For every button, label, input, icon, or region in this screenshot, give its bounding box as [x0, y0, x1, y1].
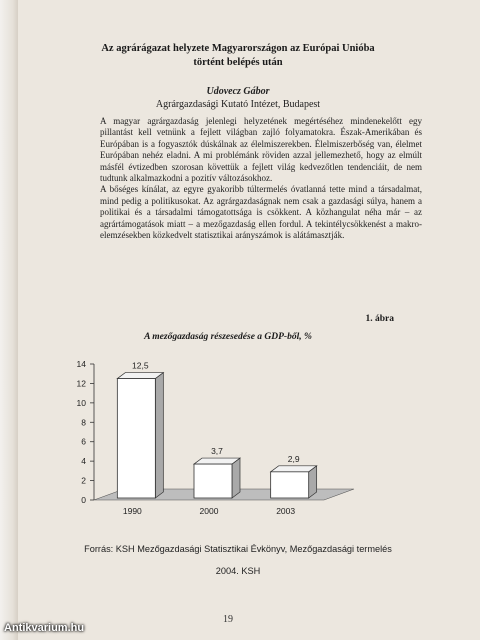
x-category-label: 2003 — [276, 506, 296, 516]
y-tick-label: 14 — [76, 359, 86, 369]
source-line-1: Forrás: KSH Mezőgazdasági Statisztikai Évkönyv, Mezőgazdasági termelés — [84, 544, 392, 554]
bar-value-label: 3,7 — [211, 446, 223, 457]
body-paragraph-1: A magyar agrárgazdaság jelenlegi helyzetének megértéséhez mindenekelőtt egy pillantást kell vetnünk a fejlett világban zajló folyamatokra. Észak-Amerikában és Európában is a fogyasztók dúskálnak az élelmiszerekben. Élelmiszerbőség van, élelmet Európában nehéz eladni. A mi problémánk röviden azzal jellemezhető, hogy az elmúlt másfél évtizedben szorosan követtük a fejlett világ kedvezőtlen tendenciáit, de nem tudtunk alkalmazkodni a pozitív változásokhoz. — [100, 116, 422, 184]
gdp-share-bar-chart — [58, 342, 378, 532]
bar-side-face — [232, 458, 240, 498]
bar-front-face — [194, 464, 232, 498]
bar-top-face — [194, 458, 240, 464]
body-paragraph-2: A bőséges kínálat, az egyre gyakoribb túltermelés óvatlanná tette mind a társadalmat, mind pedig a politikusokat. Az agrárgazdaságnak nem csak a gazdasági súlya, hanem a politikai és a társadalmi támogatottsága is csökkent. A közhangulat néha már – az agrártámogatások miatt – a mezőgazdaság ellen fordul. A tekintélycsökkenést a makro-elemzésekben közkedvelt statisztikai arányszámok is alátámasztják. — [100, 184, 422, 241]
bar-value-label: 2,9 — [287, 453, 300, 464]
y-tick-label: 0 — [81, 495, 86, 505]
book-binding — [0, 0, 18, 640]
figure-source — [48, 538, 428, 582]
y-tick-label: 10 — [76, 397, 86, 408]
x-category-label: 2000 — [199, 506, 219, 516]
bar-top-face — [117, 373, 163, 379]
author-institute: Agrárgazdasági Kutató Intézet, Budapest — [155, 99, 321, 110]
figure-label: 1. ábra — [365, 314, 394, 324]
y-tick-label: 12 — [76, 378, 86, 389]
article-title-line-1: Az agrárágazat helyzete Magyarországon az Európai Unióba — [101, 43, 375, 54]
bar-value-label: 12,5 — [132, 360, 149, 371]
page-number: 19 — [223, 614, 233, 625]
book-page — [18, 0, 480, 640]
bar-side-face — [155, 373, 163, 498]
chart-title: A mezőgazdaság részesedése a GDP-ből, % — [144, 332, 312, 342]
author-name: Udovecz Gábor — [206, 86, 270, 97]
x-category-label: 1990 — [122, 506, 142, 516]
source-line-2: 2004. KSH — [215, 566, 261, 576]
article-body — [100, 116, 422, 241]
watermark-logo: Antikvarium.hu — [4, 622, 85, 634]
bar-front-face — [271, 472, 309, 498]
bar-top-face — [271, 466, 317, 472]
bar-front-face — [117, 379, 155, 498]
y-tick-label: 4 — [81, 456, 86, 467]
y-tick-label: 6 — [81, 436, 86, 447]
article-title-line-2: történt belépés után — [193, 57, 283, 68]
y-tick-label: 8 — [81, 417, 86, 428]
y-tick-label: 2 — [81, 475, 86, 486]
article-title — [58, 42, 418, 70]
